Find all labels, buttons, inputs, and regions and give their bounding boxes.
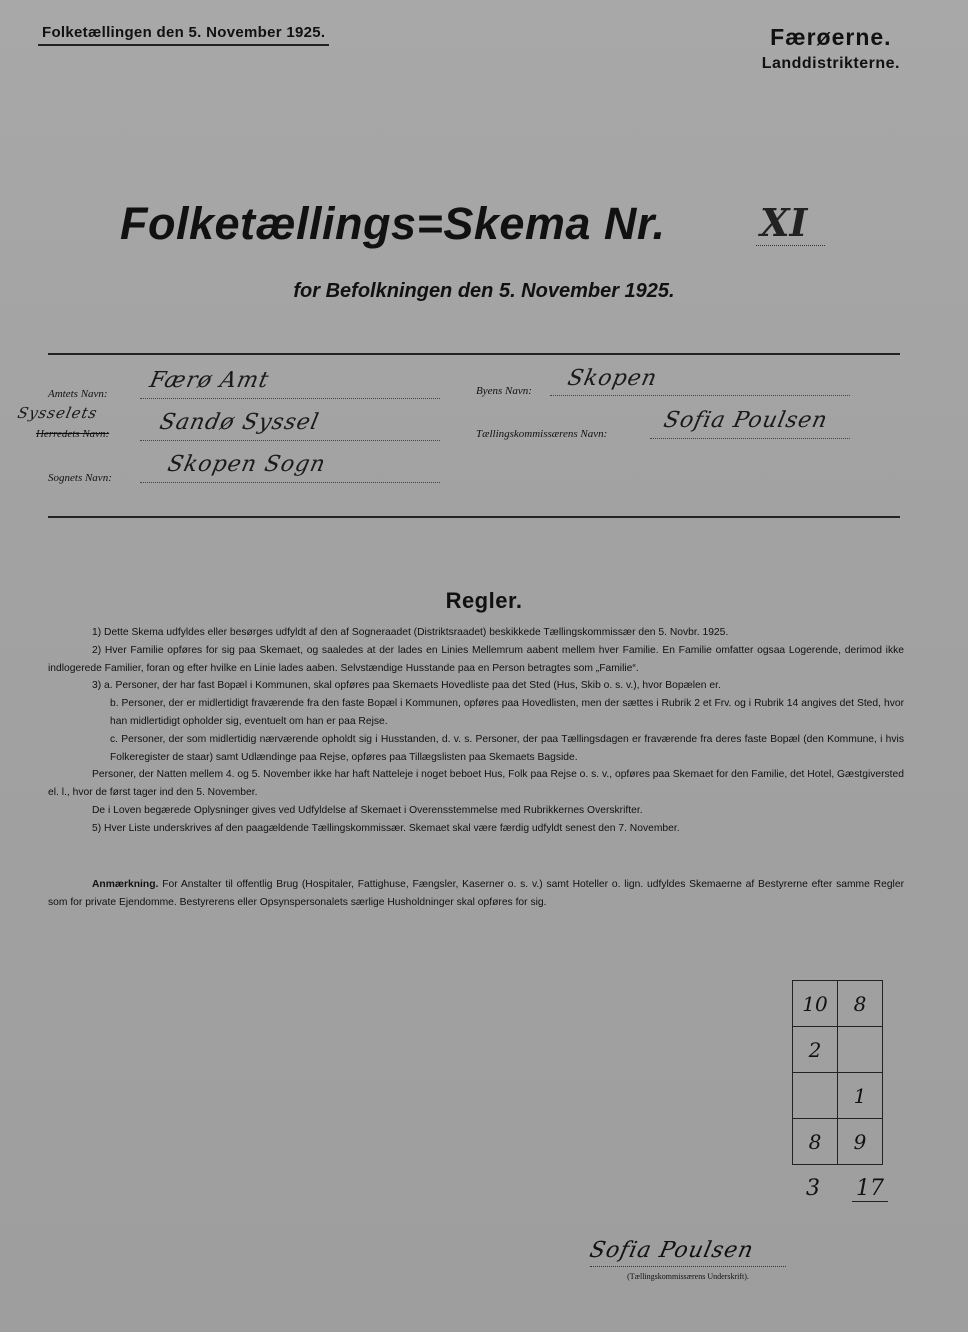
kommissaer-value[interactable]: Sofia Poulsen: [661, 408, 831, 433]
annotation-label: Anmærkning.: [92, 879, 159, 890]
signature-handwritten[interactable]: Sofia Poulsen: [587, 1238, 757, 1263]
tally-cell[interactable]: 10: [793, 981, 838, 1027]
amt-line: [140, 398, 440, 399]
tally-row: [793, 981, 883, 1027]
rules-body: [48, 624, 904, 838]
tally-row: [793, 1119, 883, 1165]
region-name: Færøerne.: [770, 24, 892, 50]
rule-3b: b. Personer, der er midlertidigt fraværende fra den faste Bopæl i Kommunen, opføres paa Hovedlisten, men der sættes i Rubrik 2 et Frv. og i Rubrik 14 angives det Sted, hvor han midlertidigt opholder sig, eventuelt om han er paa Rejse.: [110, 698, 904, 727]
tally-row: [793, 1027, 883, 1073]
kommissaer-line: [650, 438, 850, 439]
signature-line: [590, 1266, 786, 1267]
tally-grid: [792, 980, 883, 1165]
sogn-value[interactable]: Skopen Sogn: [165, 452, 329, 477]
rule-3c: c. Personer, der som midlertidig nærværende opholdt sig i Husstanden, d. v. s. Personer, der paa Tællingsdagen er fraværende fra deres faste Bopæl (den Kommune, i hvis Folkeregister de staar) samt Udlændinge paa Rejse, opføres paa Tillægslisten paa Skemaets Bagside.: [110, 733, 904, 763]
sogn-label: Sognets Navn:: [48, 472, 112, 484]
amt-value[interactable]: Færø Amt: [147, 368, 272, 393]
tally-cell[interactable]: 1: [838, 1073, 883, 1119]
tally-cell[interactable]: [793, 1073, 838, 1119]
form-subtitle: for Befolkningen den 5. November 1925.: [293, 280, 675, 302]
tally-cell[interactable]: 8: [793, 1119, 838, 1165]
sogn-line: [140, 482, 440, 483]
herred-correction: Sysselets: [16, 404, 100, 422]
form-title: Folketællings=Skema Nr.: [120, 198, 666, 249]
by-value[interactable]: Skopen: [565, 366, 660, 391]
annotation-paragraph: [48, 876, 904, 912]
region-header: [762, 24, 900, 73]
rule-5: 5) Hver Liste underskrives af den paagældende Tællingskommissær. Skemaet skal være færdig udfyldt senest den 7. November.: [92, 822, 680, 834]
bottom-rule: [48, 516, 900, 518]
rule-3a: 3) a. Personer, der har fast Bopæl i Kommunen, skal opføres paa Skemaets Hovedliste paa det Sted (Hus, Skib o. s. v.), hvor Bopælen er.: [92, 680, 721, 692]
signature-caption: (Tællingskommissærens Underskrift).: [627, 1272, 749, 1281]
herred-value[interactable]: Sandø Syssel: [157, 410, 322, 435]
rule-1: 1) Dette Skema udfyldes eller besørges udfyldt af den af Sogneraadet (Distriktsraadet) beskikkede Tællingskommissær den 5. Novbr. 1925.: [92, 627, 729, 638]
by-label: Byens Navn:: [476, 385, 532, 397]
rule-4: De i Loven begærede Oplysninger gives ved Udfyldelse af Skemaet i Overensstemmelse med Rubrikkernes Overskrifter.: [92, 804, 643, 816]
herred-line: [140, 440, 440, 441]
tally-cell[interactable]: 9: [838, 1119, 883, 1165]
tally-total-right: 17: [852, 1176, 888, 1202]
by-line: [550, 395, 850, 396]
tally-cell[interactable]: 8: [838, 981, 883, 1027]
tally-cell[interactable]: [838, 1027, 883, 1073]
tally-total-left: 3: [806, 1176, 820, 1201]
census-date-header: Folketællingen den 5. November 1925.: [38, 24, 329, 46]
tally-row: [793, 1073, 883, 1119]
kommissaer-label: Tællingskommissærens Navn:: [476, 428, 608, 440]
rule-2: 2) Hver Familie opføres for sig paa Skemaet, og saaledes at der lades en Linies Mellemrum aabent mellem hver Familie. En Familie omfatter ogsaa Logerende, derimod ikke indlogerede Familier, foran og efter hvilke en Linie lades aaben. Selvstændige Husstande paa en Person betragtes som „Familie“.: [48, 644, 904, 674]
top-rule: [48, 353, 900, 355]
annotation-text: For Anstalter til offentlig Brug (Hospitaler, Fattighuse, Fængsler, Kaserner o. s. v.) samt Hoteller o. lign. udfyldes Skemaerne af Bestyrerne efter samme Regler som for private Ejendomme. Bestyrerens eller Opsynspersonalets særlige Husholdninger skal opføres for sig.: [48, 879, 904, 908]
tally-cell[interactable]: 2: [793, 1027, 838, 1073]
district-type: Landdistrikterne.: [761, 55, 900, 72]
form-number-handwritten: XI: [756, 200, 825, 246]
rules-heading: Regler.: [445, 588, 523, 613]
herred-label: Herredets Navn:: [36, 428, 110, 440]
amt-label: Amtets Navn:: [48, 388, 108, 400]
rule-3d: Personer, der Natten mellem 4. og 5. November ikke har haft Natteleje i noget beboet Hus, Folk paa Rejse o. s. v., opføres paa Skemaet for den Familie, det Hotel, Gæstgiversted el. l., hvor de først tager ind den 5. November.: [48, 769, 904, 799]
